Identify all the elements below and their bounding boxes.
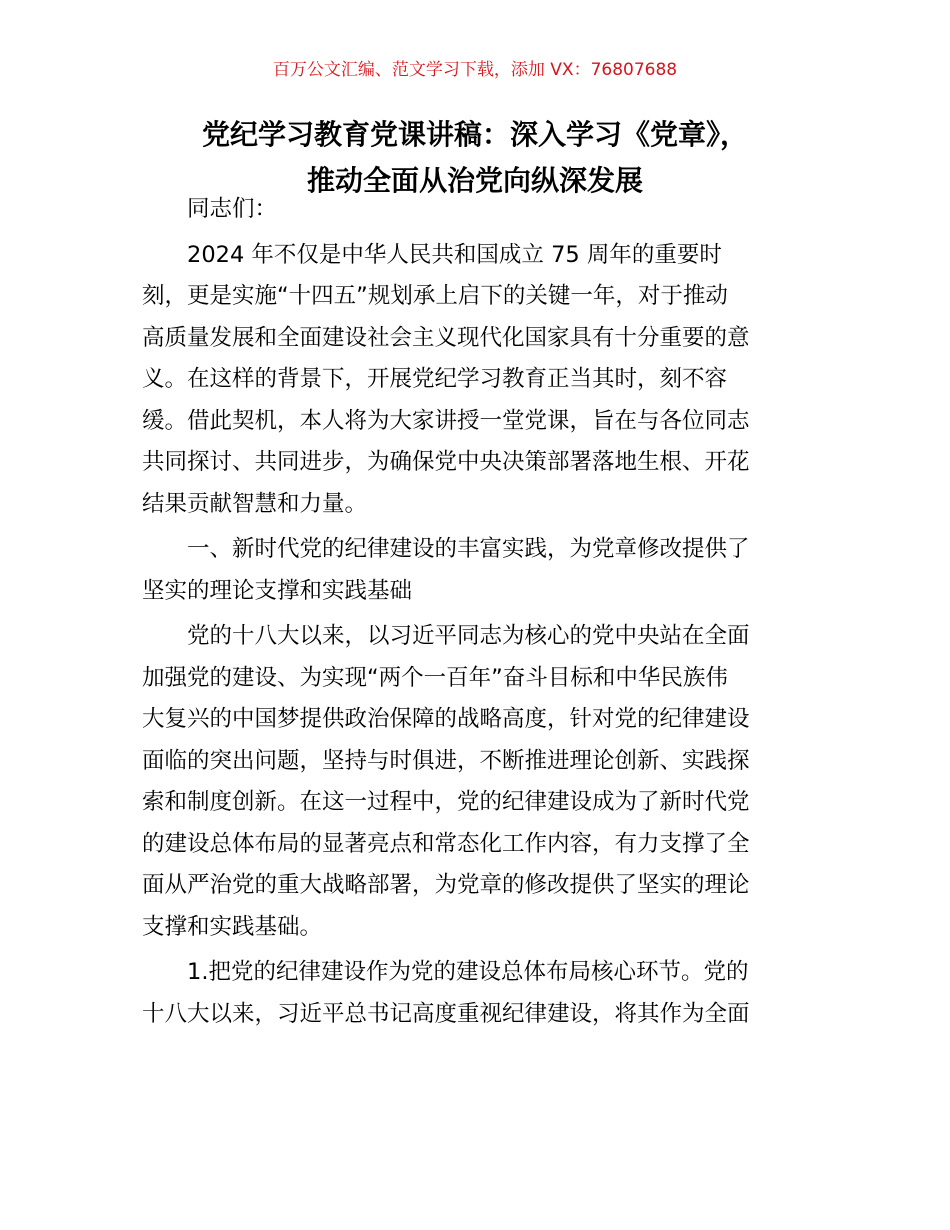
salutation-paragraph <box>142 189 812 231</box>
body-paragraph <box>142 616 812 948</box>
watermark-banner: 百万公文汇编、范文学习下载，添加 VX：76807688 <box>272 60 678 80</box>
paragraph-line: 党的十八大以来，以习近平同志为核心的党中央站在全面 <box>187 623 750 649</box>
intro-paragraph <box>142 235 812 526</box>
document-body <box>142 189 812 1035</box>
paragraph-line: 加强党的建设、为实现“两个一百年”奋斗目标和中华民族伟 <box>142 664 728 691</box>
paragraph-line: 的建设总体布局的显著亮点和常态化工作内容，有力支撑了全 <box>142 830 750 857</box>
paragraph-line: 义。在这样的背景下，开展党纪学习教育正当其时，刻不容 <box>142 366 728 392</box>
paragraph-line: 共同探讨、共同进步，为确保党中央决策部署落地生根、开花 <box>142 449 750 475</box>
heading-line: 一、新时代党的纪律建设的丰富实践，为党章修改提供了 <box>187 536 750 562</box>
paragraph-line: 结果贡献智慧和力量。 <box>142 490 368 517</box>
paragraph-line: 大复兴的中国梦提供政治保障的战略高度，针对党的纪律建设 <box>142 706 750 732</box>
paragraph-line: 面从严治党的重大战略部署，为党章的修改提供了坚实的理论 <box>142 872 750 898</box>
paragraph-line: 2024 年不仅是中华人民共和国成立 75 周年的重要时 <box>187 241 722 268</box>
paragraph-line: 刻，更是实施“十四五”规划承上启下的关键一年，对于推动 <box>142 283 728 309</box>
subsection-paragraph <box>142 952 812 1035</box>
paragraph-line: 十八大以来，习近平总书记高度重视纪律建设，将其作为全面 <box>142 1000 750 1027</box>
title-line-2: 推动全面从治党向纵深发展 <box>306 164 643 197</box>
paragraph-line: 高质量发展和全面建设社会主义现代化国家具有十分重要的意 <box>142 324 750 351</box>
title-line-1: 党纪学习教育党课讲稿：深入学习《党章》， <box>201 118 748 151</box>
salutation: 同志们： <box>187 196 278 222</box>
paragraph-line: 1.把党的纪律建设作为党的建设总体布局核心环节。党的 <box>187 959 749 985</box>
section-heading-1 <box>142 529 812 612</box>
paragraph-line: 面临的突出问题，坚持与时俱进，不断推进理论创新、实践探 <box>142 747 750 774</box>
paragraph-line: 缓。借此契机，本人将为大家讲授一堂党课，旨在与各位同志 <box>142 407 750 434</box>
heading-line: 坚实的理论支撑和实践基础 <box>142 577 413 604</box>
paragraph-line: 支撑和实践基础。 <box>142 913 323 940</box>
paragraph-line: 索和制度创新。在这一过程中，党的纪律建设成为了新时代党 <box>142 789 750 815</box>
